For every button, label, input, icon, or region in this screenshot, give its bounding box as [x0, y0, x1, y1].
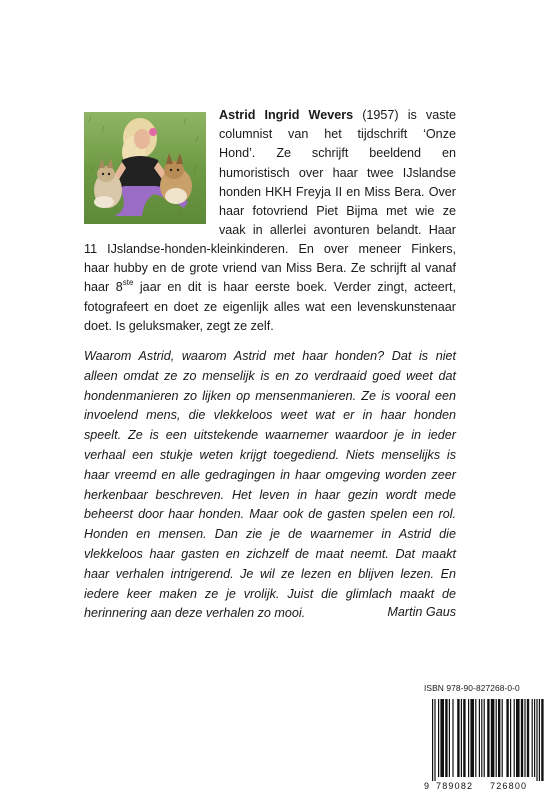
barcode-bar	[534, 699, 535, 777]
barcode-bar	[514, 699, 515, 777]
bio-text: jaar en dit is haar eerste boek. Verder zingt, acteert,	[133, 280, 456, 295]
quote-line: iedere keer maken ze je vrolijk. Juist die glimlach maakt de	[84, 586, 456, 601]
barcode-bar	[440, 699, 444, 777]
endorsement-quote	[84, 347, 456, 624]
bio-text: haar 8	[84, 280, 123, 295]
barcode-bar	[475, 699, 476, 777]
barcode-bar	[524, 699, 525, 777]
barcode-bar	[468, 699, 469, 777]
quote-line: invoelend mens, die vlekkeloos weet wat er in haar honden	[84, 408, 456, 423]
quote-line: speelt. Ze is een uitstekende waarnemer waardoor je in ieder	[84, 428, 456, 443]
bio-line: honden HKH Freyja II en Miss Bera. Over	[219, 184, 456, 199]
author-photo-illustration	[84, 112, 206, 224]
quote-line: verhaal een stukje weten krijgt toegediend. Niets menselijks is	[84, 447, 456, 462]
barcode-digits-right: 726800	[490, 781, 528, 791]
quote-line: vlekkeloos haar gasten en zichzelf de maat neemt. Dat maakt	[84, 546, 456, 561]
barcode-bar	[457, 699, 459, 777]
barcode-bar	[463, 699, 465, 777]
barcode-bar	[461, 699, 462, 777]
barcode-bar	[445, 699, 447, 777]
author-photo	[84, 112, 206, 224]
barcode-bar	[449, 699, 450, 777]
isbn-label: ISBN 978-90-827268-0-0	[424, 683, 520, 693]
barcode-bar	[479, 699, 480, 777]
author-name: Astrid Ingrid Wevers	[219, 108, 354, 122]
bio-line	[84, 278, 456, 297]
barcode-digit-first: 9	[424, 781, 430, 791]
barcode-bar	[487, 699, 489, 777]
isbn-barcode	[420, 695, 550, 793]
barcode-bar	[432, 699, 433, 781]
barcode-bar	[491, 699, 495, 777]
barcode-bar	[470, 699, 474, 777]
quote-line: herkenbaar beschreven. Het leven in haar gezin wordt mede	[84, 487, 456, 502]
bio-line: doet. Is geluksmaker, zegt ze zelf.	[84, 318, 274, 333]
bio-line: haar fotovriend Piet Bijma met wie ze	[219, 204, 456, 219]
barcode-bar	[506, 699, 508, 777]
barcode-bar	[539, 699, 540, 781]
barcode-bar	[484, 699, 485, 777]
bio-line: vaak in allerlei avonturen belandt. Haar	[219, 223, 456, 238]
quote-line: Honden en mensen. Dan zie je de waarnemer in Astrid die	[84, 527, 456, 542]
quote-line: beheerst door haar honden. Maar ook de gasten spelen een rol.	[84, 507, 456, 522]
quote-author: Martin Gaus	[387, 605, 456, 619]
barcode-bar	[536, 699, 537, 781]
author-bio-intro	[219, 106, 456, 240]
quote-line: haar vreemd en alle gedragingen in haar omgeving worden zeer	[84, 467, 456, 482]
barcode-bar	[434, 699, 435, 781]
quote-line: haar verhalen intrigerend. Je wil ze lezen en blijven lezen. En	[84, 566, 456, 581]
barcode-bar	[541, 699, 543, 781]
barcode-bar	[481, 699, 482, 777]
bio-line: columnist van het tijdschrift ‘Onze	[219, 127, 456, 142]
quote-line: hondenmanieren zo lijken op mensenmanieren. Ze is vooral een	[84, 388, 456, 403]
bio-line: fotografeert en doet ze eigenlijk alles wat een levenskunstenaar	[84, 299, 456, 314]
barcode-bar	[510, 699, 511, 777]
barcode-bar	[452, 699, 453, 777]
barcode-bar	[516, 699, 520, 777]
barcode-bar	[438, 699, 439, 777]
barcode-bar	[498, 699, 500, 777]
bio-line: Hond’. Ze schrijft beeldend en	[219, 146, 456, 161]
barcode-digits-left: 789082	[436, 781, 474, 791]
bio-line: haar hubby en de grote vriend van Miss Bera. Ze schrijft al vanaf	[84, 261, 456, 276]
author-bio-continued	[84, 240, 456, 336]
barcode-bar	[521, 699, 523, 777]
quote-line: Waarom Astrid, waarom Astrid met haar honden? Dat is niet	[84, 349, 456, 363]
barcode-bar	[532, 699, 533, 777]
bio-line: 11 IJslandse-honden-kleinkinderen. En over meneer Finkers,	[84, 242, 456, 256]
bio-line: humoristisch over haar twee IJslandse	[219, 165, 456, 180]
quote-line: herinnering aan deze verhalen zo mooi.	[84, 606, 306, 621]
bio-text: (1957) is vaste	[362, 108, 456, 122]
barcode-bar	[527, 699, 529, 777]
bio-line	[219, 106, 456, 125]
ordinal-superscript: ste	[122, 278, 134, 288]
barcode-bar	[502, 699, 503, 777]
barcode-bar	[496, 699, 497, 777]
quote-line: alleen omdat ze zo menselijk is en zo verdraaid goed weet dat	[84, 368, 456, 383]
